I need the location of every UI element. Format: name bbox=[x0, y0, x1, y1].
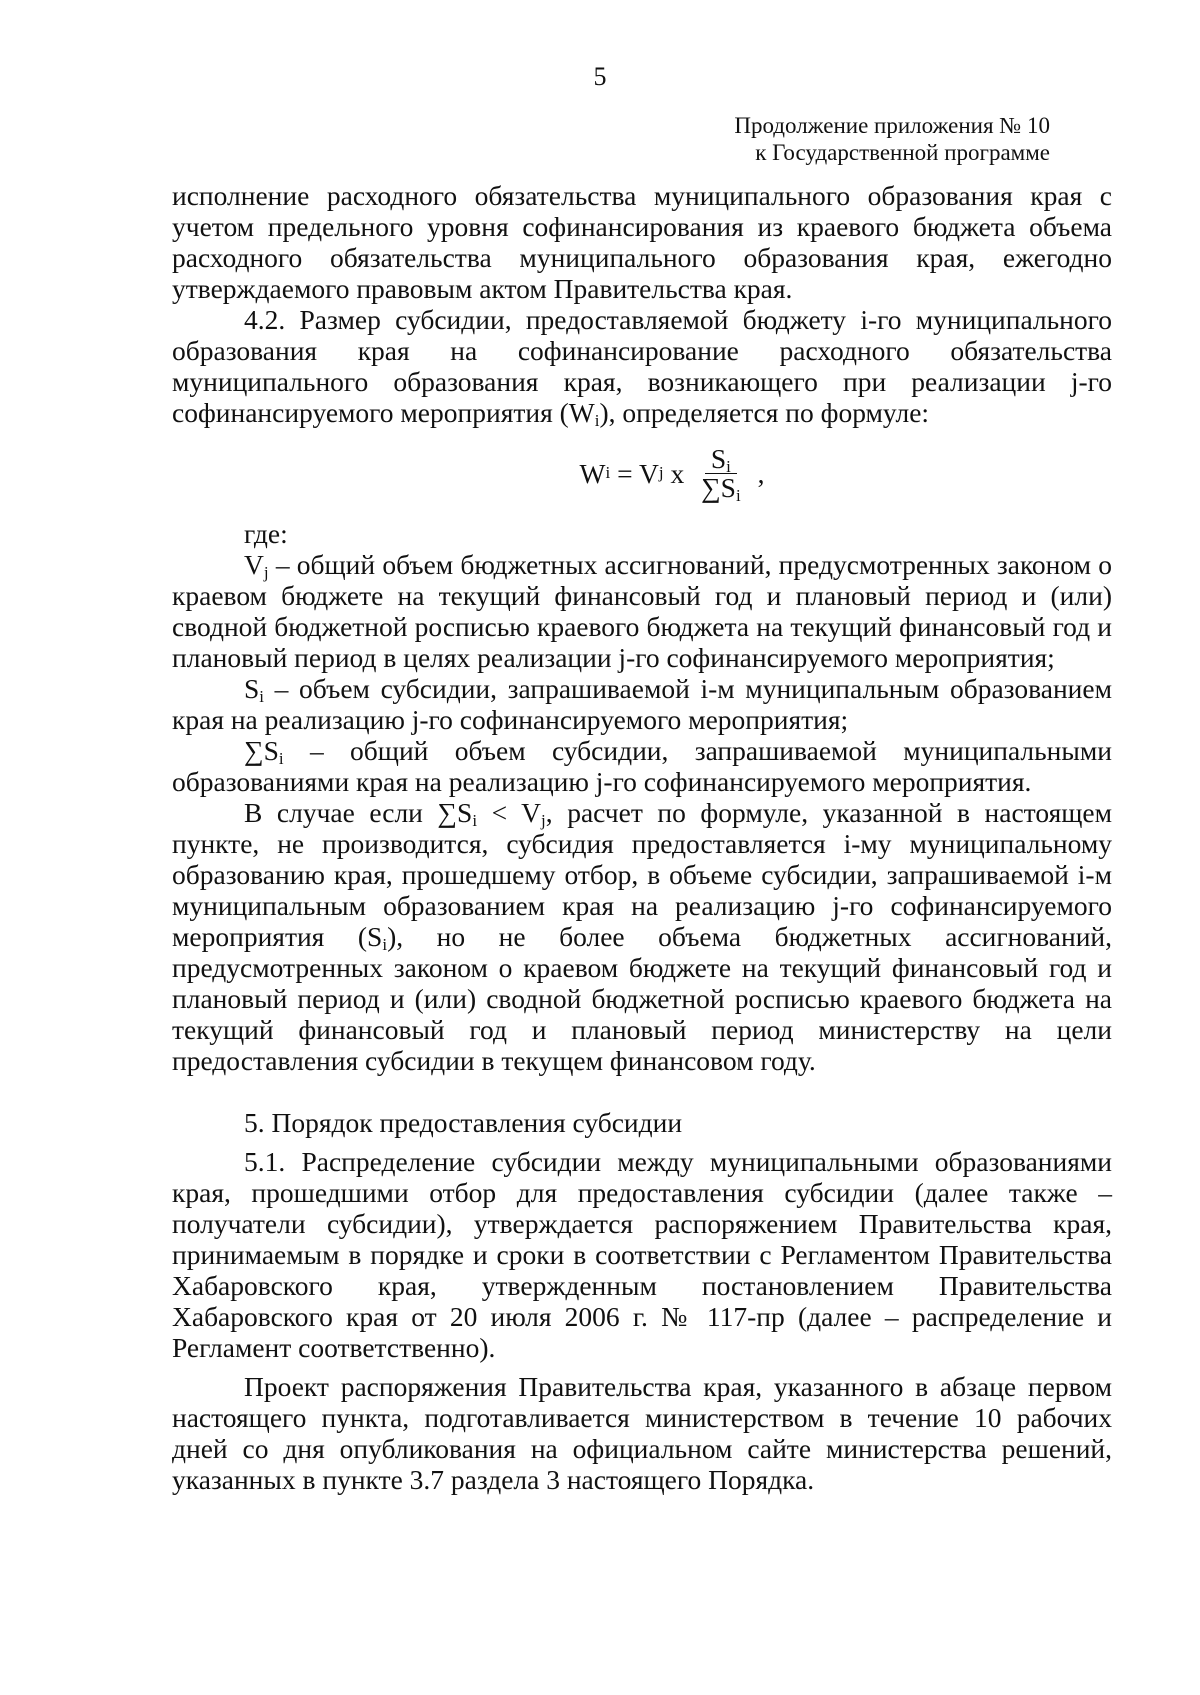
definition-si bbox=[172, 673, 1112, 735]
definition-si-sym: S bbox=[244, 673, 260, 704]
paragraph-4-2-sub: i bbox=[594, 411, 600, 430]
paragraph-4-2-tail: ), определяется по формуле: bbox=[599, 397, 930, 428]
where-label: где: bbox=[244, 518, 288, 549]
formula-den-sub: i bbox=[735, 485, 741, 505]
case-sub1: i bbox=[472, 811, 478, 830]
appendix-header bbox=[734, 112, 1050, 166]
formula-den-sym: ∑S bbox=[701, 471, 736, 503]
definition-vj-text: – общий объем бюджетных ассигнований, предусмотренных законом о краевом бюджете на текущий финансовый год и плановый период и (или) сводной бюджетной росписью краевого бюджета на текущий финансовый год и плановый период в целях реализации j-го софинансируемого мероприятия; bbox=[172, 549, 1112, 673]
case-text-d: ), но не более объема бюджетных ассигнований, предусмотренных законом о краевом бюджете на текущий финансовый год и плановый период и (или) сводной бюджетной росписью краевого бюджета на текущий финансовый год и плановый период министерству на цели предоставления субсидии в текущем финансовом году. bbox=[172, 921, 1112, 1076]
paragraph-case bbox=[172, 797, 1112, 1076]
section-spacer bbox=[172, 1076, 1112, 1107]
document-body bbox=[172, 180, 1112, 1495]
definition-sum-sub: i bbox=[278, 749, 284, 768]
formula-fraction bbox=[695, 442, 747, 505]
formula-denominator bbox=[695, 471, 747, 505]
formula-eq: = V bbox=[610, 457, 659, 489]
definition-sum-sym: ∑S bbox=[244, 735, 279, 766]
paragraph-5-1-second: Проект распоряжения Правительства края, указанного в абзаце первом настоящего пункта, подготавливается министерством в течение 10 рабочих дней со дня опубликования на официальном сайте министерства решений, указанных в пункте 3.7 раздела 3 настоящего Порядка. bbox=[172, 1371, 1112, 1495]
case-sub3: i bbox=[382, 935, 388, 954]
definition-si-sub: i bbox=[259, 687, 265, 706]
formula-lhs: W bbox=[579, 457, 606, 489]
definition-si-text: – объем субсидии, запрашиваемой i-м муниципальным образованием края на реализацию j-го софинансируемого мероприятия; bbox=[172, 673, 1112, 735]
formula-tail: , bbox=[750, 457, 765, 489]
formula-num-sub: i bbox=[726, 456, 731, 476]
formula-num-sym: S bbox=[710, 442, 727, 474]
paragraph-5-1: 5.1. Распределение субсидии между муниципальными образованиями края, прошедшими отбор для предоставления субсидии (далее также – получатели субсидии), утверждается распоряжением Правительства края, принимаемым в порядке и сроки в соответствии с Регламентом Правительства Хабаровского края, утвержденным постановлением Правительства Хабаровского края от 20 июля 2006 г. № 117-пр (далее – распределение и Регламент соответственно). bbox=[172, 1146, 1112, 1363]
case-text-b: < V bbox=[477, 797, 542, 828]
paragraph-4-2 bbox=[172, 304, 1112, 428]
formula-numerator bbox=[705, 442, 737, 476]
definition-sum-si bbox=[172, 735, 1112, 797]
paragraph-spacer bbox=[172, 1363, 1112, 1371]
definition-vj bbox=[172, 549, 1112, 673]
appendix-header-line2: к Государственной программе bbox=[755, 140, 1050, 165]
paragraph-continuation: исполнение расходного обязательства муниципального образования края с учетом предельного уровня софинансирования из краевого бюджета объема расходного обязательства муниципального образования края, ежегодно утверждаемого правовым актом Правительства края. bbox=[172, 180, 1112, 304]
formula-times: x bbox=[663, 457, 692, 489]
definition-vj-sub: j bbox=[263, 563, 269, 582]
case-text-a: В случае если ∑S bbox=[244, 797, 473, 828]
formula: W i = V j x $\frac{S_i}{\sum S_i}$ , bbox=[579, 442, 765, 505]
page-number: 5 bbox=[593, 62, 607, 91]
definition-sum-text: – общий объем субсидии, запрашиваемой муниципальными образованиями края на реализацию j-го софинансируемого мероприятия. bbox=[172, 735, 1112, 797]
paragraph-4-2-text: 4.2. Размер субсидии, предоставляемой бюджету i-го муниципального образования края на софинансирование расходного обязательства муниципального образования края, возникающего при реализации j-го софинансируемого мероприятия (W bbox=[172, 304, 1112, 428]
case-text-c: , расчет по формуле, указанной в настоящем пункте, не производится, субсидия предоставляется i-му муниципальному образованию края, прошедшему отбор, в объеме субсидии, запрашиваемой i-м муниципальным образованием края на реализацию j-го софинансируемого мероприятия (S bbox=[172, 797, 1112, 952]
section-5-title: 5. Порядок предоставления субсидии bbox=[244, 1107, 683, 1138]
case-sub2: j bbox=[541, 811, 546, 830]
section-title-spacer bbox=[172, 1138, 1112, 1146]
appendix-header-line1: Продолжение приложения № 10 bbox=[734, 113, 1050, 138]
definition-vj-sym: V bbox=[244, 549, 264, 580]
